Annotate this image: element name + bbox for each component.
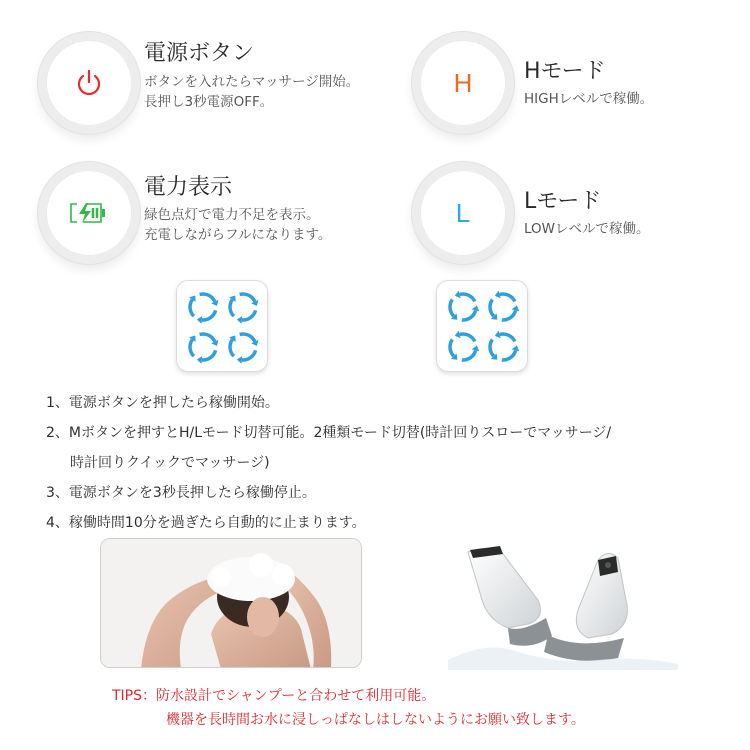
rotation-arc <box>190 300 194 317</box>
rotation-arc <box>490 300 494 317</box>
tips-note <box>112 684 585 732</box>
rotation-arc <box>500 294 515 302</box>
rotation-pad-slow <box>176 280 268 372</box>
feature-desc-line: 長押し3秒電源OFF。 <box>144 94 274 110</box>
rotation-arc <box>450 340 454 357</box>
instruction-step-continued: 時計回りクイックでマッサージ) <box>70 455 270 471</box>
instruction-step: 3、電源ボタンを3秒長押したら稼働停止。 <box>46 485 316 501</box>
battery-charging-icon <box>69 201 109 225</box>
power-badge <box>38 32 140 134</box>
tips-line: 機器を長時間お水に浸しっぱなしはしないようにお願い致します。 <box>166 712 585 728</box>
feature-desc-line: ボタンを入れたらマッサージ開始。 <box>144 74 360 90</box>
scalp-massager-devices <box>448 540 678 670</box>
rotation-arrowhead <box>197 316 202 324</box>
feature-desc-line: LOWレベルで稼働。 <box>524 221 650 237</box>
shampoo-photo <box>100 538 362 668</box>
rotation-arc <box>242 310 256 320</box>
rotation-arc <box>500 334 515 342</box>
feature-desc-line: 充電しながらフルになります。 <box>144 227 332 243</box>
feature-title: Hモード <box>524 59 606 84</box>
rotation-arc <box>240 294 255 302</box>
instruction-step: 4、稼働時間10分を過ぎたら自動的に止まります。 <box>46 515 366 531</box>
power-icon <box>74 68 104 98</box>
feature-title: 電源ボタン <box>144 41 255 66</box>
letter-h-icon: H <box>453 67 473 98</box>
rotation-arc <box>462 310 476 320</box>
shampoo-woman-image <box>101 539 362 668</box>
rotation-arc <box>230 300 234 317</box>
rotation-arc <box>202 350 216 360</box>
rotation-arc <box>230 340 234 357</box>
tips-line: TIPS：防水設計でシャンプーと合わせて利用可能。 <box>112 688 436 704</box>
rotation-arc <box>242 350 256 360</box>
feature-title: 電力表示 <box>144 175 233 200</box>
rotation-arc <box>460 294 475 302</box>
rotation-arc <box>502 350 516 360</box>
rotation-pad-quick <box>436 280 528 372</box>
rotation-arrowhead <box>197 356 202 364</box>
letter-l-icon: L <box>455 197 471 228</box>
rotation-arc <box>240 334 255 342</box>
rotation-arc <box>490 340 494 357</box>
rotation-arc <box>502 310 516 320</box>
instructions-list <box>46 388 611 538</box>
rotation-arrows-icon <box>437 281 529 373</box>
product-image <box>448 540 678 670</box>
feature-desc-line: 緑色点灯で電力不足を表示。 <box>144 207 320 223</box>
rotation-arc <box>462 350 476 360</box>
rotation-arc <box>460 334 475 342</box>
feature-desc-line: HIGHレベルで稼働。 <box>524 91 654 107</box>
instruction-step: 2、Mボタンを押すとH/Lモード切替可能。2種類モード切替(時計回りスローでマッサージ/ <box>46 425 612 441</box>
h-mode-badge <box>412 32 514 134</box>
rotation-arc <box>202 310 216 320</box>
rotation-arrows-icon <box>177 281 269 373</box>
rotation-arc <box>200 334 215 342</box>
instruction-step: 1、電源ボタンを押したら稼働開始。 <box>46 395 279 411</box>
feature-title: Lモード <box>524 189 602 214</box>
rotation-arc <box>190 340 194 357</box>
rotation-arrowhead <box>237 356 242 364</box>
rotation-arc <box>200 294 215 302</box>
battery-badge <box>38 162 140 264</box>
rotation-arc <box>450 300 454 317</box>
rotation-arrowhead <box>237 316 242 324</box>
l-mode-badge <box>412 162 514 264</box>
